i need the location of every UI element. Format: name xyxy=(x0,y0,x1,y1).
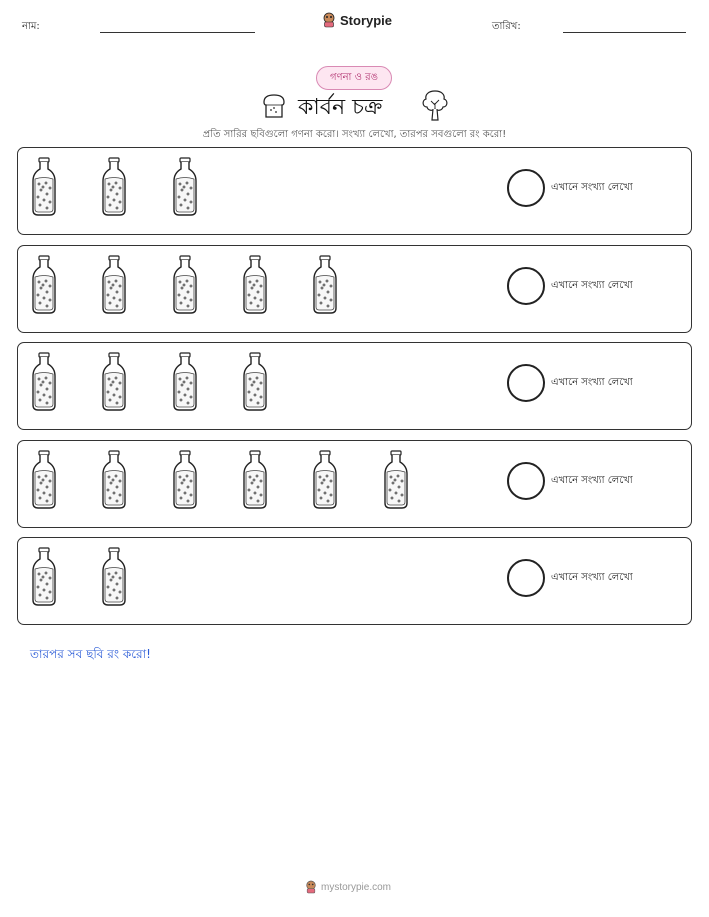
answer-circle[interactable] xyxy=(507,267,545,305)
answer-label: এখানে সংখ্যা লেখো xyxy=(551,280,633,291)
count-row xyxy=(17,440,692,528)
count-row xyxy=(17,245,692,333)
date-label: তারিখ: xyxy=(492,21,521,32)
bottle-icon xyxy=(171,450,199,514)
storypie-mascot-icon xyxy=(305,880,317,894)
answer-label: এখানে সংখ্যা লেখো xyxy=(551,475,633,486)
answer-label: এখানে সংখ্যা লেখো xyxy=(551,182,633,193)
worksheet-header xyxy=(0,0,709,50)
storypie-mascot-icon xyxy=(322,12,336,28)
bottle-icon xyxy=(100,352,128,416)
instructions-text: প্রতি সারির ছবিগুলো গণনা করো। সংখ্যা লেখো, তারপর সবগুলো রং করো! xyxy=(202,129,507,140)
name-label: নাম: xyxy=(22,21,40,32)
site-footer xyxy=(305,880,391,894)
answer-circle[interactable] xyxy=(507,462,545,500)
bottle-icon xyxy=(171,255,199,319)
bottle-icon xyxy=(241,352,269,416)
bottle-icon xyxy=(30,157,58,221)
name-line[interactable] xyxy=(100,32,255,33)
bottle-icon xyxy=(100,450,128,514)
answer-label: এখানে সংখ্যা লেখো xyxy=(551,572,633,583)
tree-icon xyxy=(420,88,450,122)
bottle-icon xyxy=(241,255,269,319)
bottle-icon xyxy=(311,450,339,514)
answer-circle[interactable] xyxy=(507,169,545,207)
bottle-icon xyxy=(30,255,58,319)
bottle-icon xyxy=(241,450,269,514)
bottle-icon xyxy=(171,157,199,221)
bottle-icon xyxy=(311,255,339,319)
answer-circle[interactable] xyxy=(507,364,545,402)
bottle-icon xyxy=(30,352,58,416)
footer-note: তারপর সব ছবি রং করো! xyxy=(30,647,151,661)
brand-name: Storypie xyxy=(340,12,393,28)
bottle-icon xyxy=(100,547,128,611)
page-title: কার্বন চক্র xyxy=(298,95,383,120)
footer-site[interactable]: mystorypie.com xyxy=(321,881,392,893)
count-row xyxy=(17,147,692,235)
title-row xyxy=(0,88,709,124)
bottle-icon xyxy=(30,547,58,611)
bottle-icon xyxy=(382,450,410,514)
bread-icon xyxy=(260,92,288,120)
bottle-icon xyxy=(171,352,199,416)
bottle-icon xyxy=(100,157,128,221)
count-row xyxy=(17,537,692,625)
bottle-icon xyxy=(30,450,58,514)
category-badge: গণনা ও রঙ xyxy=(316,66,392,90)
answer-circle[interactable] xyxy=(507,559,545,597)
count-row xyxy=(17,342,692,430)
date-line[interactable] xyxy=(563,32,686,33)
bottle-icon xyxy=(100,255,128,319)
brand-logo xyxy=(322,12,392,28)
answer-label: এখানে সংখ্যা লেখো xyxy=(551,377,633,388)
